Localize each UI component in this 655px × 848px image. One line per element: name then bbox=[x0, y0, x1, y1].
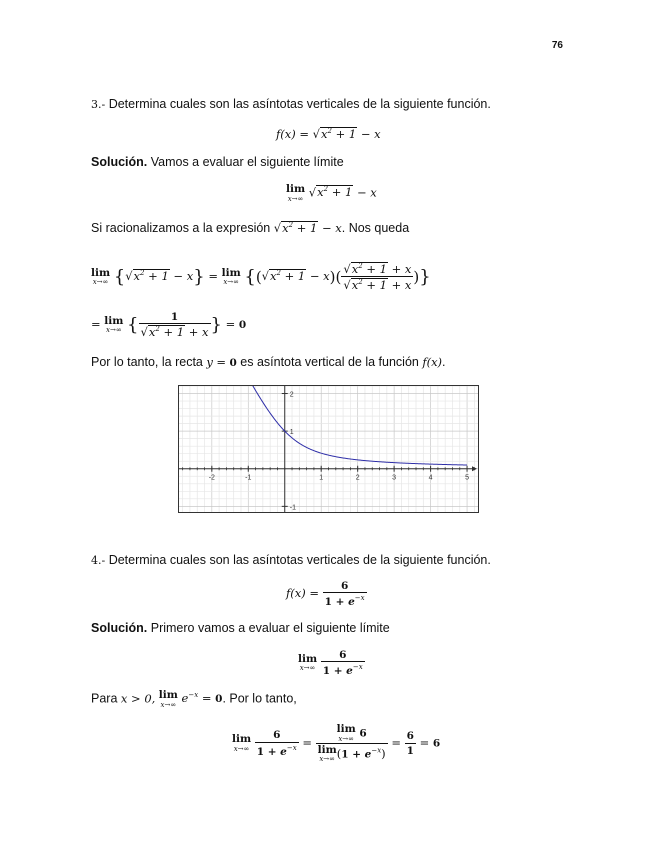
exercise-3-limit-result: = lim x→∞ { $\frac{1}{√x^2 + 1 + x}$ } = 0 bbox=[91, 311, 247, 340]
y-tick-label: 1 bbox=[289, 429, 294, 437]
exercise-3-function: $f(x) = √x^2 + 1 - x$ bbox=[276, 127, 381, 141]
x-tick-label: 5 bbox=[465, 474, 470, 482]
x-tick-label: 4 bbox=[428, 474, 433, 482]
rationalize-text: Si racionalizamos a la expresión bbox=[91, 221, 271, 235]
conclusion-pre: Por lo tanto, la recta bbox=[91, 355, 203, 369]
exercise-3-text: Determina cuales son las asíntotas verticales de la siguiente función. bbox=[108, 97, 491, 111]
x-tick-label: 2 bbox=[355, 474, 360, 482]
solution-text-4: Primero vamos a evaluar el siguiente límite bbox=[150, 621, 390, 635]
rationalize-tail: . Nos queda bbox=[341, 221, 410, 235]
para-text: Para bbox=[91, 691, 118, 706]
function-graph bbox=[178, 385, 479, 513]
conclusion-mid: es asíntota vertical de la función bbox=[240, 355, 419, 369]
series-line bbox=[230, 386, 467, 465]
solution-label-4: Solución. bbox=[91, 621, 148, 635]
exercise-3-conclusion: Por lo tanto, la recta y = 0 es asíntota vertical de la función f(x). bbox=[91, 355, 446, 369]
x-tick-label: -1 bbox=[245, 474, 252, 482]
exercise-3-statement bbox=[91, 97, 491, 111]
exercise-3-number: 3.- bbox=[91, 98, 106, 111]
exercise-4-statement bbox=[91, 553, 491, 567]
function-graph-svg bbox=[179, 386, 478, 512]
x-tick-label: 1 bbox=[319, 474, 324, 482]
exercise-3-limit: lim x→∞ $√x^2 + 1 - x$ bbox=[286, 183, 377, 203]
exercise-3-solution bbox=[91, 155, 344, 169]
exercise-4-para: Para x > 0, lim x→∞ $e^{-x} = 0$. Por lo tanto, bbox=[91, 689, 297, 709]
exercise-4-limit: lim x→∞ $\frac{6}{1 + e^{-x}}$ bbox=[298, 649, 363, 677]
exercise-3-rationalize: Si racionalizamos a la expresión $√x^2 + 1 - x$. Nos queda bbox=[91, 221, 410, 235]
conclusion-end: . bbox=[442, 355, 446, 369]
therefore-text: . Por lo tanto, bbox=[222, 691, 297, 706]
exercise-4-text: Determina cuales son las asíntotas verticales de la siguiente función. bbox=[108, 553, 491, 567]
exercise-4-solution bbox=[91, 621, 390, 635]
x-tick-label: 3 bbox=[392, 474, 397, 482]
exercise-3-rationalization-equation: lim x→∞ $\{√x^2 + 1 - x\}$ = lim x→∞ {$(√x^2 + 1 - x)$( $\frac{√x^2 + 1 + x}{√x^2 + 1 + x}$ )} bbox=[91, 262, 431, 293]
exercise-4-number: 4.- bbox=[91, 554, 106, 567]
y-tick-label: -1 bbox=[289, 504, 296, 512]
solution-label: Solución. bbox=[91, 155, 148, 169]
x-tick-label: -2 bbox=[208, 474, 215, 482]
solution-text: Vamos a evaluar el siguiente límite bbox=[150, 155, 344, 169]
exercise-4-final-equation: lim x→∞ $\frac{6}{1 + e^{-x}}$ = lim x→∞ 6 lim x→∞ $(1 + e^{-x})$ = $\frac{6}{1}$ = 6 bbox=[232, 723, 441, 763]
y-tick-label: 2 bbox=[289, 391, 294, 399]
page-number: 76 bbox=[551, 40, 563, 51]
exercise-4-function: f(x) = $\frac{6}{1 + e^{-x}}$ bbox=[286, 580, 365, 608]
